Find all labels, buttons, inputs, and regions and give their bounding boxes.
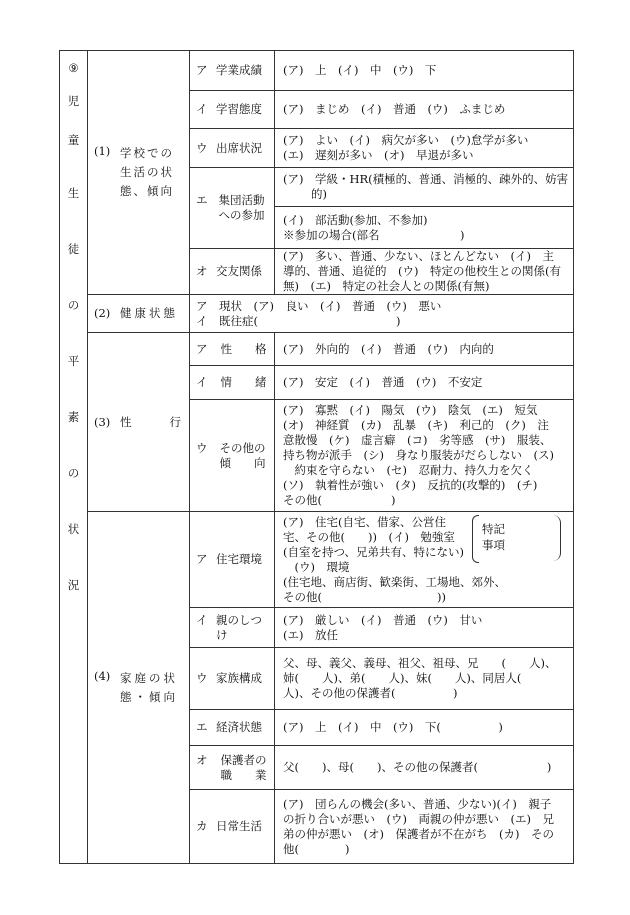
heading-char: 素 [67, 409, 80, 424]
item-key: エ [196, 193, 208, 207]
item-label: 交友関係 [216, 264, 262, 278]
item-content: (ア) 上 (イ) 中 (ウ) 下( ) [283, 720, 503, 734]
item-label-cell [190, 366, 275, 400]
category-school-life [88, 51, 190, 295]
content-line: (イ) 部活動(参加、不参加) [283, 212, 428, 227]
item-label-cell [190, 168, 275, 249]
item-content: (ア) 外向的 (イ) 普通 (ウ) 内向的 [283, 341, 494, 356]
content-line: 持ち物が派手 (シ) 身なり服装がだらしない (ス) [283, 448, 554, 462]
category-character [88, 333, 190, 512]
content-line: (ア) よい (イ) 病欠が多い (ウ)怠学が多い [283, 133, 529, 147]
item-content-cell [275, 91, 574, 129]
content-line: 約束を守らない (セ) 忍耐力、持久力を欠く [283, 463, 534, 477]
item-key: ア [196, 552, 208, 566]
content-line: その他( )) [283, 589, 446, 604]
item-content-cell [275, 608, 574, 648]
content-line: (ア) 厳しい (イ) 普通 (ウ) 甘い [283, 612, 483, 627]
content-line: 弟の仲が悪い (オ) 保護者が不在がち (カ) その [283, 826, 554, 841]
item-label-cell [190, 648, 275, 710]
content-line: (エ) 放任 [283, 627, 338, 642]
item-key: ウ [196, 140, 208, 155]
heading-char: の [67, 465, 80, 480]
content-line: 宅、その他( )) (イ) 勉強室 [283, 529, 455, 544]
item-label: 住宅環境 [216, 552, 262, 566]
content-line: 意散慢 (ケ) 虚言癖 (コ) 劣等感 (サ) 服装、 [283, 433, 552, 447]
content-line: 的) [311, 187, 327, 201]
item-key: ア [196, 63, 208, 77]
item-label-cell [190, 51, 275, 91]
item-label: 出席状況 [216, 140, 262, 155]
item-label-cell [190, 91, 275, 129]
item-label: 性 格 [220, 341, 267, 356]
content-line: 無) (エ) 特定の社会人との関係(有無) [283, 279, 490, 293]
content-line: (エ) 遅刻が多い (オ) 早退が多い [283, 148, 474, 162]
category-label-part: 行 [169, 414, 181, 429]
remark-bracket-left [472, 515, 479, 563]
item-key: イ [196, 102, 208, 116]
item-content-cell [275, 512, 574, 608]
remark-line: 事項 [482, 537, 505, 552]
category-health [88, 295, 190, 333]
content-line: の折り合いが悪い (ウ) 両親の仲が悪い (エ) 兄 [283, 811, 554, 826]
item-content-cell [275, 710, 574, 746]
content-line: (ア) 住宅(自宅、借家、公営住 [283, 514, 446, 529]
item-label: 学業成績 [216, 63, 262, 77]
item-label-cell [190, 333, 275, 366]
item-label-cell [190, 400, 275, 512]
item-label-cell [190, 608, 275, 648]
item-key: イ [196, 375, 208, 389]
category-number: (3) [94, 414, 111, 429]
item-content-cell [275, 249, 574, 295]
item-key: カ [196, 819, 208, 833]
item-label-cell [190, 249, 275, 295]
item-label-cell [190, 129, 275, 168]
category-number: (2) [94, 306, 111, 320]
item-label: その他の傾 向 [219, 440, 266, 470]
item-content: (ア) 上 (イ) 中 (ウ) 下 [283, 63, 437, 77]
content-line: (ア) 学級・HR(積極的、普通、消極的、疎外的、妨害 [283, 172, 569, 186]
remark-line: 特記 [482, 521, 505, 536]
item-label: 親のしつけ [216, 612, 262, 642]
item-key: イ [196, 612, 208, 627]
item-label-cell [190, 790, 275, 864]
category-number: (4) [94, 668, 111, 683]
item-label: 日常生活 [216, 819, 262, 833]
category-family [88, 512, 190, 864]
remark-bracket [472, 515, 561, 561]
heading-char: 況 [67, 577, 80, 592]
content-line: (ウ) 環境 [283, 559, 350, 574]
item-content: (ア) 安定 (イ) 普通 (ウ) 不安定 [283, 375, 483, 389]
vertical-heading-cell [60, 51, 88, 864]
content-line: イ 既往症( ) [196, 313, 401, 328]
item-content-cell [275, 790, 574, 864]
content-line: その他( ) [283, 493, 396, 507]
category-label: 健康状態 [120, 306, 178, 320]
item-label: 保護者の職 業 [220, 752, 267, 782]
content-line: (自室を持つ、兄弟共有、特にない) [283, 544, 465, 559]
item-content-cell [275, 746, 574, 790]
heading-char: の [67, 297, 80, 312]
content-line: (オ) 神経質 (カ) 乱暴 (キ) 利己的 (ク) 注 [283, 418, 549, 432]
item-label-cell [190, 512, 275, 608]
item-label: 経済状態 [216, 720, 262, 734]
category-label [120, 415, 185, 430]
heading-char: 童 [67, 132, 80, 147]
heading-char: 徒 [67, 241, 80, 256]
item-content-cell [275, 51, 574, 91]
category-label: 家庭の状態・傾向 [120, 670, 178, 704]
heading-char: 生 [67, 185, 80, 200]
item-content-cell [275, 648, 574, 710]
content-line: 他( ) [283, 841, 350, 856]
remark-label [482, 521, 505, 553]
item-content-cell [275, 333, 574, 366]
content-line: ア 現状 (ア) 良い (イ) 普通 (ウ) 悪い [196, 298, 442, 313]
content-line: (住宅地、商店街、歓楽街、工場地、郊外、 [283, 574, 506, 589]
item-key: ウ [196, 440, 208, 455]
item-content: 父( )、母( )、その他の保護者( ) [283, 760, 552, 774]
item-label-cell [190, 746, 275, 790]
item-content-cell [275, 366, 574, 400]
content-line: 父、母、義父、義母、祖父、祖母、兄 ( 人)、 [283, 656, 557, 670]
item-label: 情 緒 [220, 375, 267, 389]
content-line: (ア) 多い、普通、少ない、ほとんどない (イ) 主 [283, 249, 554, 263]
heading-char: 児 [67, 94, 80, 108]
item-content-cell [275, 400, 574, 512]
content-line: (ア) 寡黙 (イ) 陽気 (ウ) 陰気 (エ) 短気 [283, 403, 538, 417]
item-content-cell [275, 168, 574, 207]
content-line: (ア) 団らんの機会(多い、普通、少ない)(イ) 親子 [283, 796, 552, 811]
item-label: 家族構成 [216, 671, 262, 685]
heading-char: 状 [67, 521, 80, 536]
content-line: ※参加の場合(部名 ) [283, 227, 465, 242]
item-label: 集団活動への参加 [218, 193, 265, 222]
heading-char: ⑨ [68, 61, 79, 75]
item-content-cell [275, 207, 574, 249]
item-label-cell [190, 710, 275, 746]
content-line: 導的、普通、追従的 (ウ) 特定の他校生との関係(有 [283, 264, 561, 278]
category-label-part: 性 [120, 414, 132, 429]
item-content-cell [275, 129, 574, 168]
student-status-table [59, 50, 574, 864]
content-line: 人)、その他の保護者( ) [283, 686, 458, 700]
item-content: (ア) まじめ (イ) 普通 (ウ) ふまじめ [283, 102, 506, 116]
item-key: オ [196, 264, 208, 278]
item-key: ア [196, 341, 208, 356]
item-key: ウ [196, 671, 208, 685]
content-line: (ソ) 執着性が強い (タ) 反抗的(攻撃的) (チ) [283, 478, 538, 492]
content-line: 姉( 人)、弟( 人)、妹( 人)、同居人( [283, 671, 522, 685]
item-key: エ [196, 720, 208, 734]
category-number: (1) [94, 144, 111, 158]
heading-char: 平 [67, 353, 80, 368]
health-content-cell [190, 295, 574, 333]
item-key: オ [196, 752, 208, 767]
item-label: 学習態度 [216, 102, 262, 116]
category-label: 学校での生活の状態、傾向 [120, 146, 174, 198]
